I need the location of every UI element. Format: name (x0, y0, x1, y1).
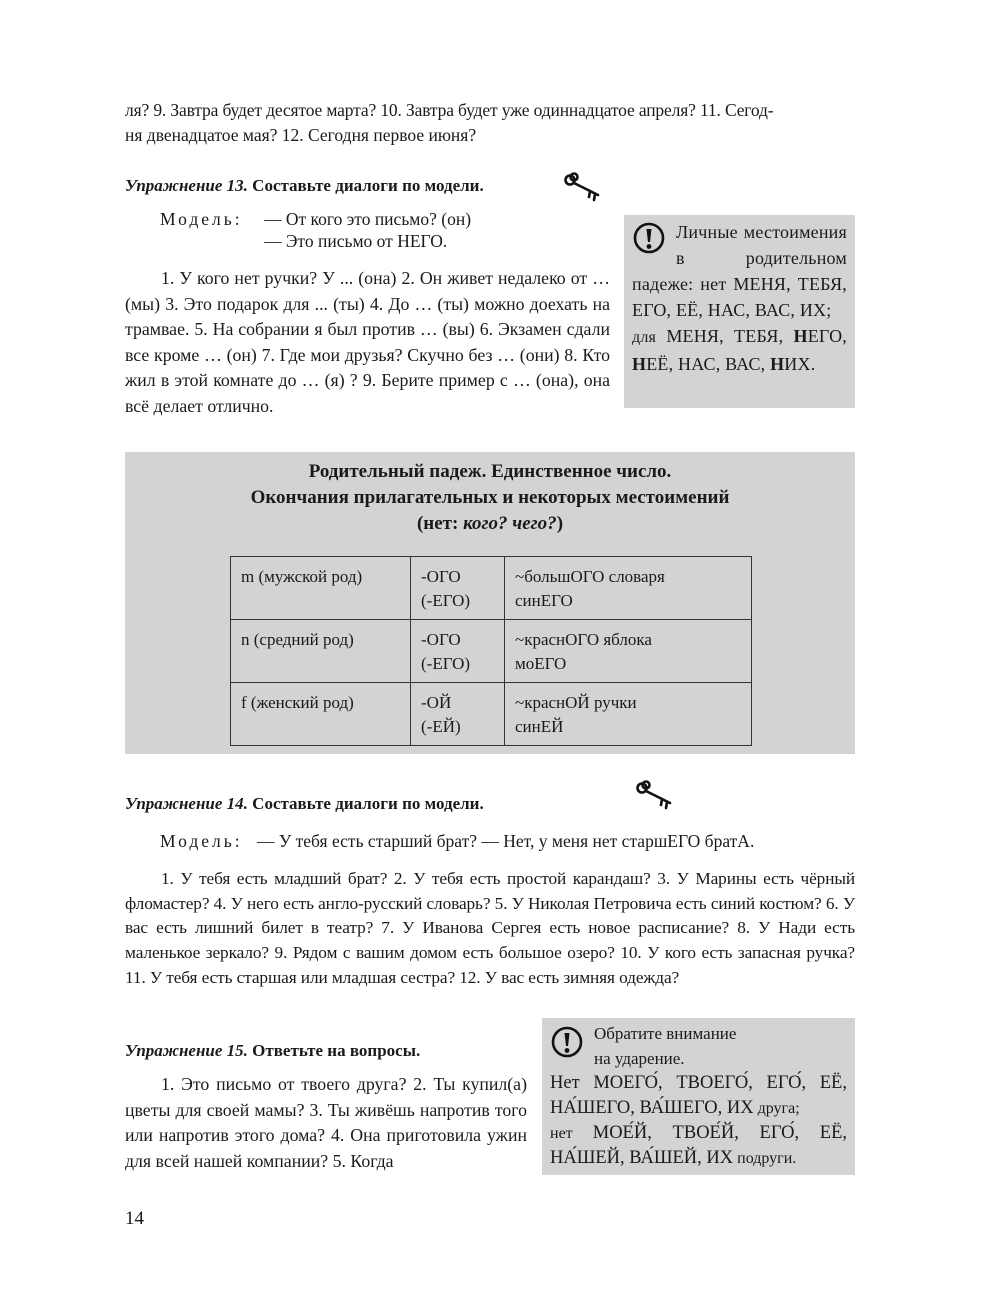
key-icon (562, 172, 606, 202)
gender-cell: f (женский род) (231, 683, 411, 746)
table-row (231, 557, 752, 620)
pronouns-note-dlya: для (632, 329, 657, 346)
stress-note-box (542, 1018, 855, 1175)
exercise-14-label: Упражнение 14. (125, 794, 248, 813)
pronouns-note-intro: Личные местоимения в родительном падеже: нет МЕНЯ, ТЕБЯ, ЕГО, ЕЁ, НАС, ВАС, ИХ; (632, 222, 847, 320)
grammar-box (125, 452, 855, 754)
exclamation-circle-icon (550, 1025, 584, 1059)
exercise-13-text: 1. У кого нет ручки? У ... (она) 2. Он живет недалеко от … (мы) 3. Это подарок для ... (ты) 4. До … (ты) можно доехать на трамвае. 5. На собрании я был против … (вы) 6. Экзамен сдали все кроме … (он) 7. Где мои друзья? Скучно без … (они) 8. Кто жил в этой комнате до … (я) ? 9. Берите пример с … (она), она всё делает отлично. (125, 268, 610, 416)
gender-cell: n (средний род) (231, 620, 411, 683)
grammar-title-line2: Окончания прилагательных и некоторых местоимений (250, 487, 730, 508)
top-paragraph-line1: ля? 9. Завтра будет десятое марта? 10. Завтра будет уже одиннадцатое апреля? 11. Сегод- (125, 100, 774, 120)
exercise-15-text: 1. Это письмо от твоего друга? 2. Ты купил(а) цветы для своей мамы? 3. Ты живёшь напротив того или напротив этого дома? 4. Она приготовила ужин для всей нашей компании? 5. Когда (125, 1074, 527, 1171)
key-icon (634, 780, 678, 810)
exercise-14-heading (125, 793, 625, 815)
stress-note-line2: на ударение. (594, 1049, 685, 1068)
model-line-2: — Это письмо от НЕГО. (264, 231, 448, 251)
table-row (231, 683, 752, 746)
stress-note-line1: Обратите внимание (594, 1024, 737, 1043)
gender-cell: m (мужской род) (231, 557, 411, 620)
table-row (231, 620, 752, 683)
exercise-15-label: Упражнение 15. (125, 1041, 248, 1060)
example-cell: ~большОГО словаря синЕГО (505, 557, 752, 620)
grammar-title-line3: (нет: кого? чего?) (416, 513, 564, 534)
model-line-1: — От кого это письмо? (он) (264, 209, 472, 229)
ending-cell: -ОГО (-ЕГО) (411, 557, 505, 620)
exercise-13-title: Составьте диалоги по модели. (252, 176, 484, 195)
exercise-14-title: Составьте диалоги по модели. (252, 794, 484, 813)
grammar-title-line1: Родительный падеж. Единственное число. (308, 461, 672, 482)
stress-note-feminine: нет МОЕ́Й, ТВОЕ́Й, ЕГО́, ЕЁ, НА́ШЕЙ, ВА́ШЕЙ, ИХ подруги. (550, 1123, 847, 1168)
pronouns-note-box: Личные местоимения в родительном падеже: нет МЕНЯ, ТЕБЯ, ЕГО, ЕЁ, НАС, ВАС, ИХ; для МЕНЯ, ТЕБЯ, НЕГО, НЕЁ, НАС, ВАС, НИХ. (624, 215, 855, 408)
exercise-13-model-dialog (264, 208, 471, 252)
example-cell: ~краснОЙ ручки синЕЙ (505, 683, 752, 746)
exercise-13-model (160, 208, 243, 230)
exercise-15-heading (125, 1040, 535, 1062)
model-label: Модель: (160, 831, 243, 851)
top-paragraph (125, 98, 855, 148)
top-paragraph-line2: ня двенадцатое мая? 12. Сегодня первое июня? (125, 125, 477, 145)
exclamation-circle-icon (632, 221, 666, 255)
exercise-14-model (160, 830, 754, 852)
model-label: Модель: (160, 209, 243, 229)
ending-cell: -ОЙ (-ЕЙ) (411, 683, 505, 746)
example-cell: ~краснОГО яблока моЕГО (505, 620, 752, 683)
grammar-box-title (125, 452, 855, 537)
stress-note-masculine: Нет МОЕГО́, ТВОЕГО́, ЕГО́, ЕЁ, НА́ШЕГО, ВА́ШЕГО, ИХ друга; (550, 1073, 847, 1118)
ending-cell: -ОГО (-ЕГО) (411, 620, 505, 683)
exercise-15-title: Ответьте на вопросы. (252, 1041, 421, 1060)
exercise-13-label: Упражнение 13. (125, 176, 248, 195)
model-dialog: — У тебя есть старший брат? — Нет, у меня нет старшЕГО братА. (257, 831, 755, 851)
exercise-13-heading (125, 175, 565, 197)
endings-table (230, 556, 752, 746)
exercise-14-text: 1. У тебя есть младший брат? 2. У тебя есть простой карандаш? 3. У Марины есть чёрный фломастер? 4. У него есть англо-русский словарь? 5. У Николая Петровича есть синий костюм? 6. У вас есть лишний билет в театр? 7. У Иванова Сергея есть новое расписание? 8. У Нади есть маленькое зеркало? 9. Рядом с вашим домом есть большое озеро? 10. У кого есть запасная ручка? 11. У тебя есть старшая или младшая сестра? 12. У вас есть зимняя одежда? (125, 869, 855, 987)
page-number: 14 (125, 1208, 144, 1229)
